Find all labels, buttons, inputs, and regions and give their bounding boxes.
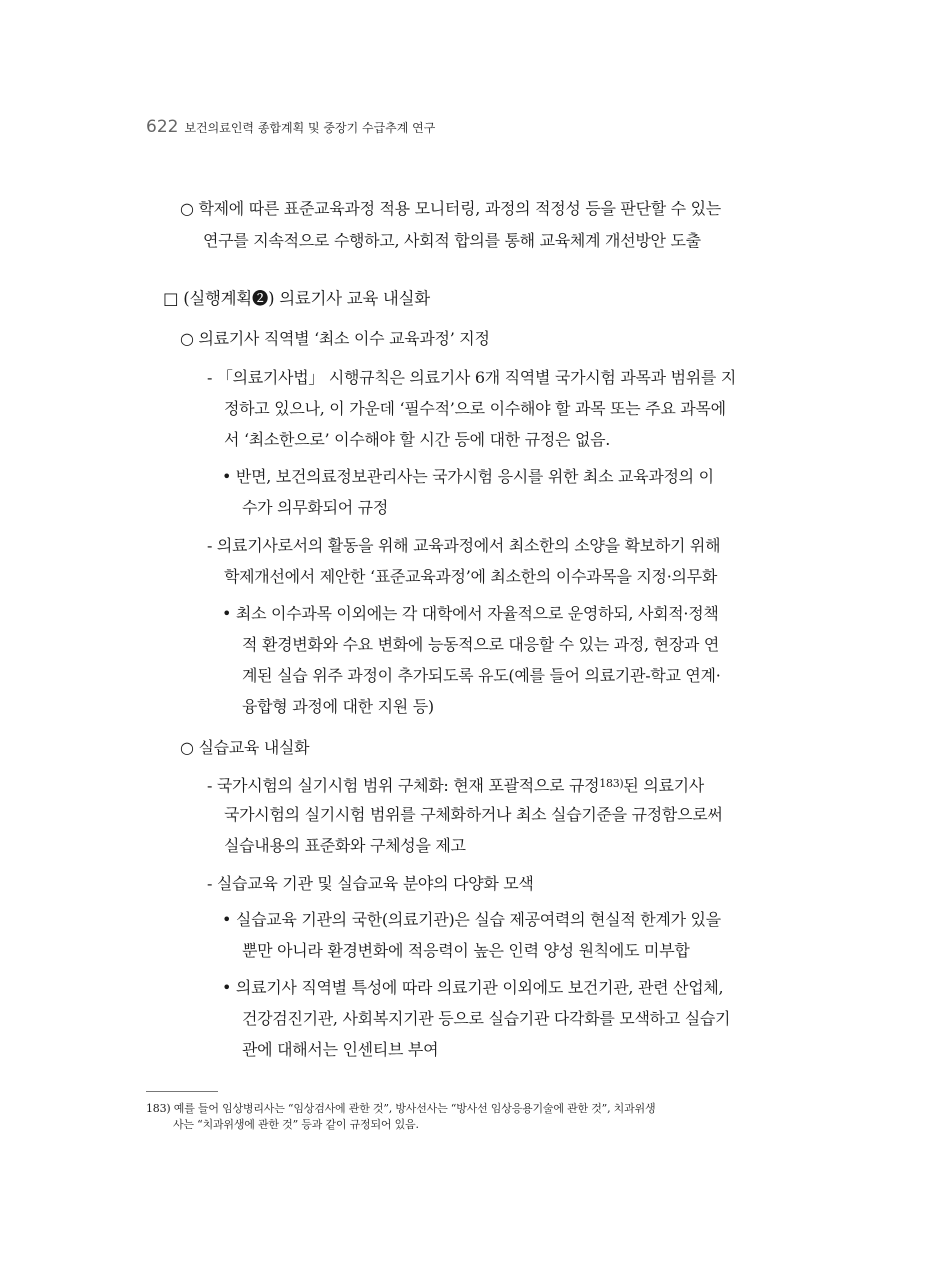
dash-item: - 실습교육 기관 및 실습교육 분야의 다양화 모색 (207, 874, 534, 893)
page-header (146, 117, 435, 141)
dot-item-cont: 뿐만 아니라 환경변화에 적응력이 높은 인력 양성 원칙에도 미부합 (242, 941, 690, 960)
dash-item-cont: 국가시험의 실기시험 범위를 구체화하거나 최소 실습기준을 규정함으로써 (224, 805, 723, 824)
dot-item: • 실습교육 기관의 국한(의료기관)은 실습 제공여력의 현실적 한계가 있을 (222, 910, 721, 929)
dash-item: - 의료기사로서의 활동을 위해 교육과정에서 최소한의 소양을 확보하기 위해 (207, 536, 721, 555)
section-heading: □ (실행계획❷) 의료기사 교육 내실화 (163, 289, 430, 308)
dash-item-cont: 정하고 있으나, 이 가운데 ‘필수적’으로 이수해야 할 과목 또는 주요 과목에 (224, 399, 726, 418)
page-number: 622 (146, 117, 179, 137)
footnote-divider (146, 1091, 218, 1092)
dash-item (207, 772, 704, 798)
dash-item-cont: 서 ‘최소한으로’ 이수해야 할 시간 등에 대한 규정은 없음. (224, 430, 611, 449)
dot-item-cont: 융합형 과정에 대한 지원 등) (242, 697, 434, 716)
footnote-183: 183) 예를 들어 임상병리사는 “임상검사에 관한 것”, 방사선사는 “방사선 임상응용기술에 관한 것”, 치과위생 (146, 1102, 656, 1115)
dot-item-cont: 적 환경변화와 수요 변화에 능동적으로 대응할 수 있는 과정, 현장과 연 (242, 635, 720, 654)
dot-item: • 반면, 보건의료정보관리사는 국가시험 응시를 위한 최소 교육과정의 이 (222, 467, 714, 486)
dash-item-text: - 국가시험의 실기시험 범위 구체화: 현재 포괄적으로 규정 (207, 776, 600, 795)
bullet-heading: ○ 실습교육 내실화 (180, 738, 310, 757)
bullet-paragraph-cont: 연구를 지속적으로 수행하고, 사회적 합의를 통해 교육체계 개선방안 도출 (203, 231, 701, 250)
dot-item-cont: 건강검진기관, 사회복지기관 등으로 실습기관 다각화를 모색하고 실습기 (242, 1009, 731, 1028)
dot-item: • 최소 이수과목 이외에는 각 대학에서 자율적으로 운영하되, 사회적·정책 (222, 604, 719, 623)
dot-item-cont: 관에 대해서는 인센티브 부여 (242, 1040, 439, 1059)
dash-item-cont: 실습내용의 표준화와 구체성을 제고 (224, 836, 466, 855)
dash-item-text: 된 의료기사 (623, 776, 704, 795)
footnote-183-cont: 사는 “치과위생에 관한 것” 등과 같이 규정되어 있음. (173, 1118, 419, 1131)
bullet-heading: ○ 의료기사 직역별 ‘최소 이수 교육과정’ 지정 (180, 329, 490, 348)
running-title: 보건의료인력 종합계획 및 중장기 수급추계 연구 (184, 121, 436, 135)
dot-item-cont: 계된 실습 위주 과정이 추가되도록 유도(예를 들어 의료기관-학교 연계· (242, 666, 721, 685)
dash-item: - 「의료기사법」 시행규칙은 의료기사 6개 직역별 국가시험 과목과 범위를 지 (207, 368, 736, 387)
dot-item: • 의료기사 직역별 특성에 따라 의료기관 이외에도 보건기관, 관련 산업체, (222, 978, 724, 997)
bullet-paragraph: ○ 학제에 따른 표준교육과정 적용 모니터링, 과정의 적정성 등을 판단할 수 있는 (180, 199, 721, 218)
dash-item-cont: 학제개선에서 제안한 ‘표준교육과정’에 최소한의 이수과목을 지정·의무화 (224, 567, 717, 586)
footnote-ref[interactable]: 183) (599, 777, 624, 790)
dot-item-cont: 수가 의무화되어 규정 (242, 498, 388, 517)
